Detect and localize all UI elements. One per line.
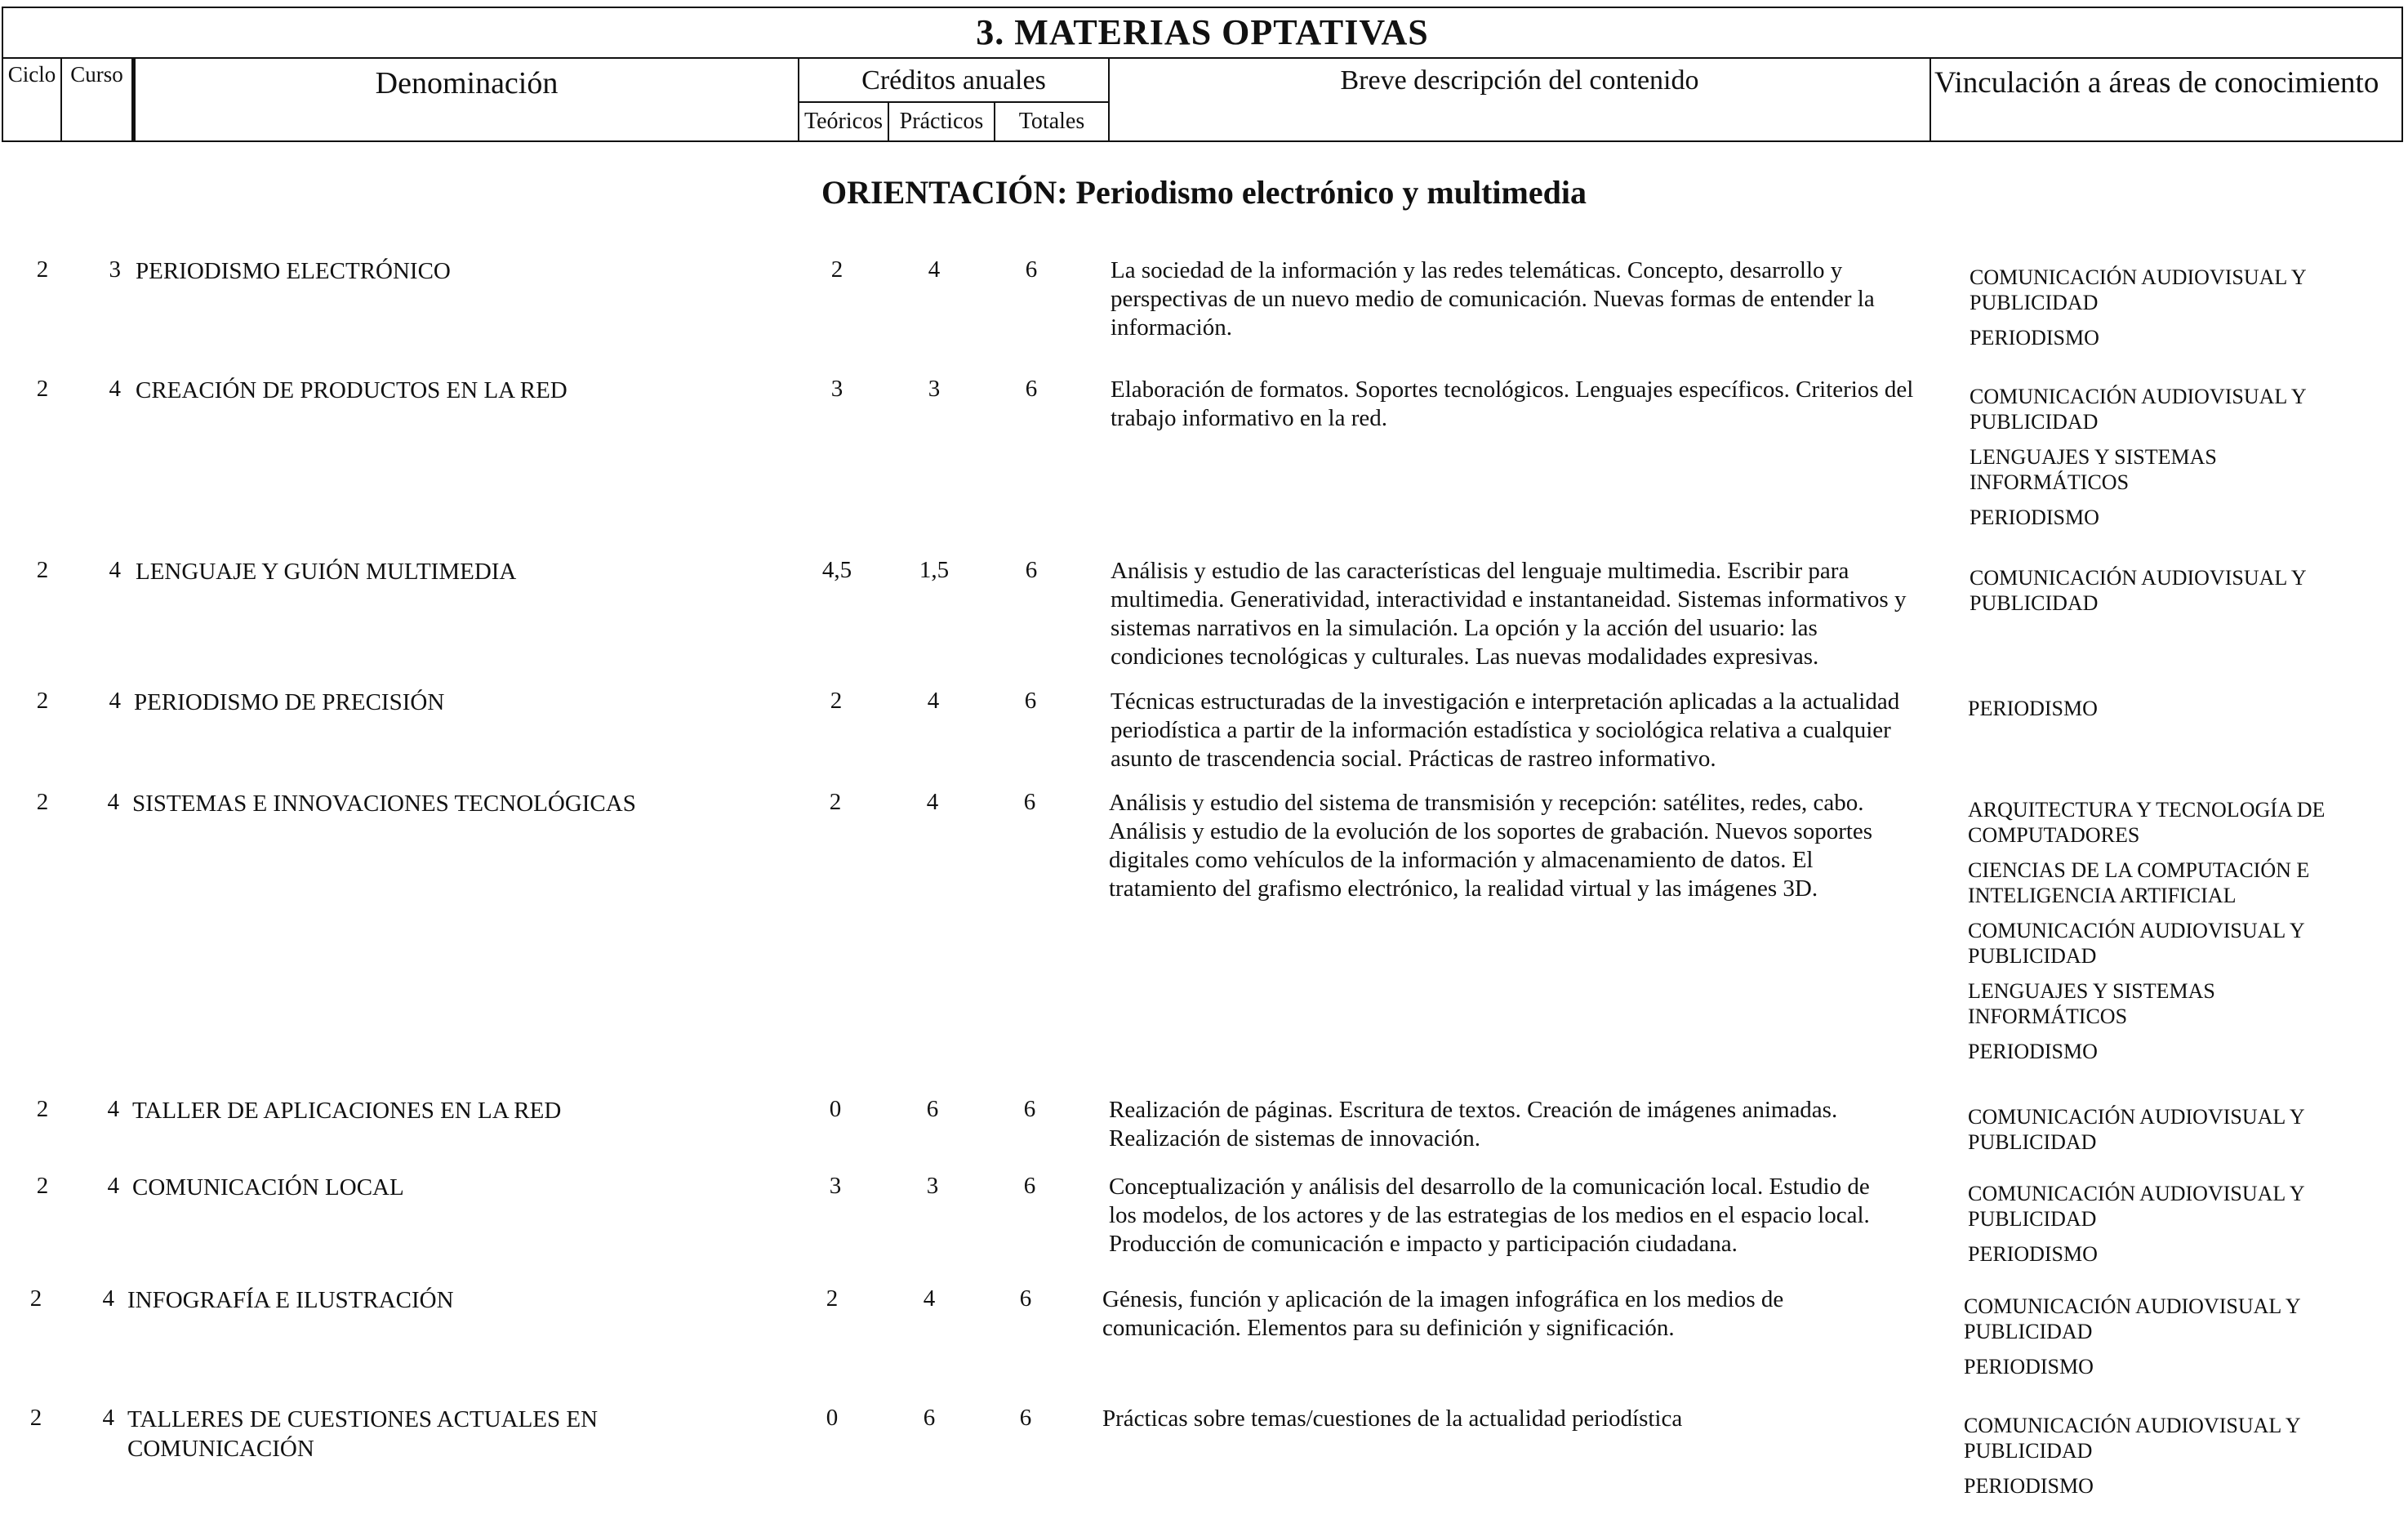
row-ciclo: 2 [36,789,49,815]
row-teoricos: 4,5 [821,557,852,583]
row-description: Elaboración de formatos. Soportes tecnológicos. Lenguajes específicos. Criterios del trabajo informativo en la red. [1111,376,1914,431]
orientation-heading [0,173,2408,212]
row-name: TALLER DE APLICACIONES EN LA RED [132,1098,562,1124]
row-ciclo: 2 [36,1173,49,1199]
row-teoricos: 3 [829,1173,842,1199]
area-item: COMUNICACIÓN AUDIOVISUAL Y PUBLICIDAD [1970,385,2306,434]
row-totales: 6 [1023,1173,1036,1199]
col-header-descripcion: Breve descripción del contenido [1108,57,1931,142]
col-header-teoricos: Teóricos [798,101,889,142]
row-description: Análisis y estudio del sistema de transmisión y recepción: satélites, redes, cabo. Análisis y estudio de la evolución de los soportes de grabación. Nuevos soportes digitales como vehículos de la información y almacenamiento de datos. El tratamiento del grafismo electrónico, la realidad virtual y las imágenes 3D. [1109,790,1873,902]
col-header-denominacion: Denominación [134,57,799,142]
area-item: LENGUAJES Y SISTEMAS INFORMÁTICOS [1968,979,2215,1028]
area-item: COMUNICACIÓN AUDIOVISUAL Y PUBLICIDAD [1968,919,2304,968]
area-item: COMUNICACIÓN AUDIOVISUAL Y PUBLICIDAD [1970,566,2306,615]
row-totales: 6 [1023,1096,1036,1122]
row-name: TALLERES DE CUESTIONES ACTUALES EN COMUNICACIÓN [127,1406,599,1462]
row-teoricos: 2 [830,256,843,283]
area-item: CIENCIAS DE LA COMPUTACIÓN E INTELIGENCIA ARTIFICIAL [1968,858,2310,907]
orientation-label: ORIENTACIÓN: [821,174,1068,211]
area-item: COMUNICACIÓN AUDIOVISUAL Y PUBLICIDAD [1964,1294,2300,1343]
row-curso: 4 [109,376,121,402]
row-teoricos: 2 [829,789,842,815]
row-description: Génesis, función y aplicación de la imagen infográfica en los medios de comunicación. Elementos para su definición y significación. [1102,1286,1784,1341]
row-totales: 6 [1019,1285,1032,1312]
row-ciclo: 2 [36,256,49,283]
row-ciclo: 2 [36,557,49,583]
row-teoricos: 0 [829,1096,842,1122]
row-totales: 6 [1024,688,1037,714]
row-practicos: 6 [926,1096,939,1122]
row-teoricos: 3 [830,376,843,402]
row-totales: 6 [1019,1405,1032,1431]
area-item: PERIODISMO [1970,506,2099,529]
col-header-practicos: Prácticos [888,101,995,142]
row-curso: 4 [107,1096,119,1122]
row-areas [1970,384,2361,540]
area-item: LENGUAJES Y SISTEMAS INFORMÁTICOS [1970,445,2217,494]
row-practicos: 4 [927,688,940,714]
row-name: PERIODISMO ELECTRÓNICO [136,258,451,284]
row-teoricos: 2 [826,1285,839,1312]
row-name: COMUNICACIÓN LOCAL [132,1174,404,1200]
row-practicos: 6 [923,1405,936,1431]
row-ciclo: 2 [36,376,49,402]
row-curso: 4 [107,789,119,815]
row-practicos: 1,5 [919,557,950,583]
page-title: 3. MATERIAS OPTATIVAS [2,7,2403,59]
row-practicos: 3 [928,376,941,402]
row-name: SISTEMAS E INNOVACIONES TECNOLÓGICAS [132,791,636,817]
row-areas [1968,1181,2360,1276]
row-areas [1970,565,2361,626]
col-header-vinculacion: Vinculación a áreas de conocimiento [1930,57,2403,142]
row-areas [1968,1104,2360,1165]
row-practicos: 4 [926,789,939,815]
row-description: La sociedad de la información y las redes telemáticas. Concepto, desarrollo y perspectivas de un nuevo medio de comunicación. Nuevas formas de entender la información. [1111,257,1875,341]
row-practicos: 3 [926,1173,939,1199]
row-totales: 6 [1025,376,1038,402]
area-item: PERIODISMO [1968,1242,2098,1266]
area-item: PERIODISMO [1964,1474,2094,1498]
row-curso: 4 [102,1405,114,1431]
area-item: COMUNICACIÓN AUDIOVISUAL Y PUBLICIDAD [1968,1105,2304,1154]
row-description: Realización de páginas. Escritura de textos. Creación de imágenes animadas. Realización de sistemas de innovación. [1109,1097,1838,1152]
row-ciclo: 2 [36,688,49,714]
row-areas [1964,1413,2356,1508]
area-item: ARQUITECTURA Y TECNOLOGÍA DE COMPUTADORES [1968,798,2326,847]
row-areas [1970,265,2361,360]
row-name: LENGUAJE Y GUIÓN MULTIMEDIA [136,559,517,585]
col-header-creditos: Créditos anuales [798,57,1110,103]
row-name: INFOGRAFÍA E ILUSTRACIÓN [127,1287,454,1313]
orientation-name: Periodismo electrónico y multimedia [1075,174,1587,211]
row-ciclo: 2 [29,1285,42,1312]
row-curso: 4 [109,688,121,714]
row-name: PERIODISMO DE PRECISIÓN [134,689,445,715]
area-item: COMUNICACIÓN AUDIOVISUAL Y PUBLICIDAD [1970,265,2306,314]
row-areas [1964,1294,2356,1389]
area-item: COMUNICACIÓN AUDIOVISUAL Y PUBLICIDAD [1968,1182,2304,1231]
row-curso: 4 [102,1285,114,1312]
row-curso: 3 [109,256,121,283]
row-teoricos: 0 [826,1405,839,1431]
area-item: PERIODISMO [1968,697,2098,720]
row-areas [1968,696,2360,731]
area-item: COMUNICACIÓN AUDIOVISUAL Y PUBLICIDAD [1964,1414,2300,1463]
row-areas [1968,797,2360,1074]
row-curso: 4 [109,557,121,583]
row-totales: 6 [1025,557,1038,583]
col-header-curso: Curso [60,57,136,142]
row-description: Técnicas estructuradas de la investigación e interpretación aplicadas a la actualidad periodística a partir de la información estadística y sociológica relativa a cualquier asunto de trascendencia social. Prácticas de rastreo informativo. [1111,688,1900,772]
area-item: PERIODISMO [1964,1355,2094,1379]
row-description: Análisis y estudio de las características del lenguaje multimedia. Escribir para multimedia. Generatividad, interactividad e instantaneidad. Sistemas informativos y sistemas narrativos en la simulación. La opción y la acción del usuario: las condiciones tecnológicas y culturales. Las nuevas modalidades expresivas. [1111,558,1907,670]
row-practicos: 4 [928,256,941,283]
col-header-ciclo: Ciclo [2,57,62,142]
row-description: Conceptualización y análisis del desarrollo de la comunicación local. Estudio de los modelos, de los actores y de las estrategias de los medios en el espacio local. Producción de comunicación e impacto y participación ciudadana. [1109,1174,1870,1257]
area-item: PERIODISMO [1970,326,2099,350]
row-teoricos: 2 [830,688,843,714]
row-description: Prácticas sobre temas/cuestiones de la actualidad periodística [1102,1405,1683,1432]
row-name: CREACIÓN DE PRODUCTOS EN LA RED [136,377,568,403]
row-curso: 4 [107,1173,119,1199]
col-header-totales: Totales [994,101,1110,142]
row-totales: 6 [1023,789,1036,815]
row-totales: 6 [1025,256,1038,283]
area-item: PERIODISMO [1968,1040,2098,1063]
row-ciclo: 2 [29,1405,42,1431]
row-practicos: 4 [923,1285,936,1312]
row-ciclo: 2 [36,1096,49,1122]
